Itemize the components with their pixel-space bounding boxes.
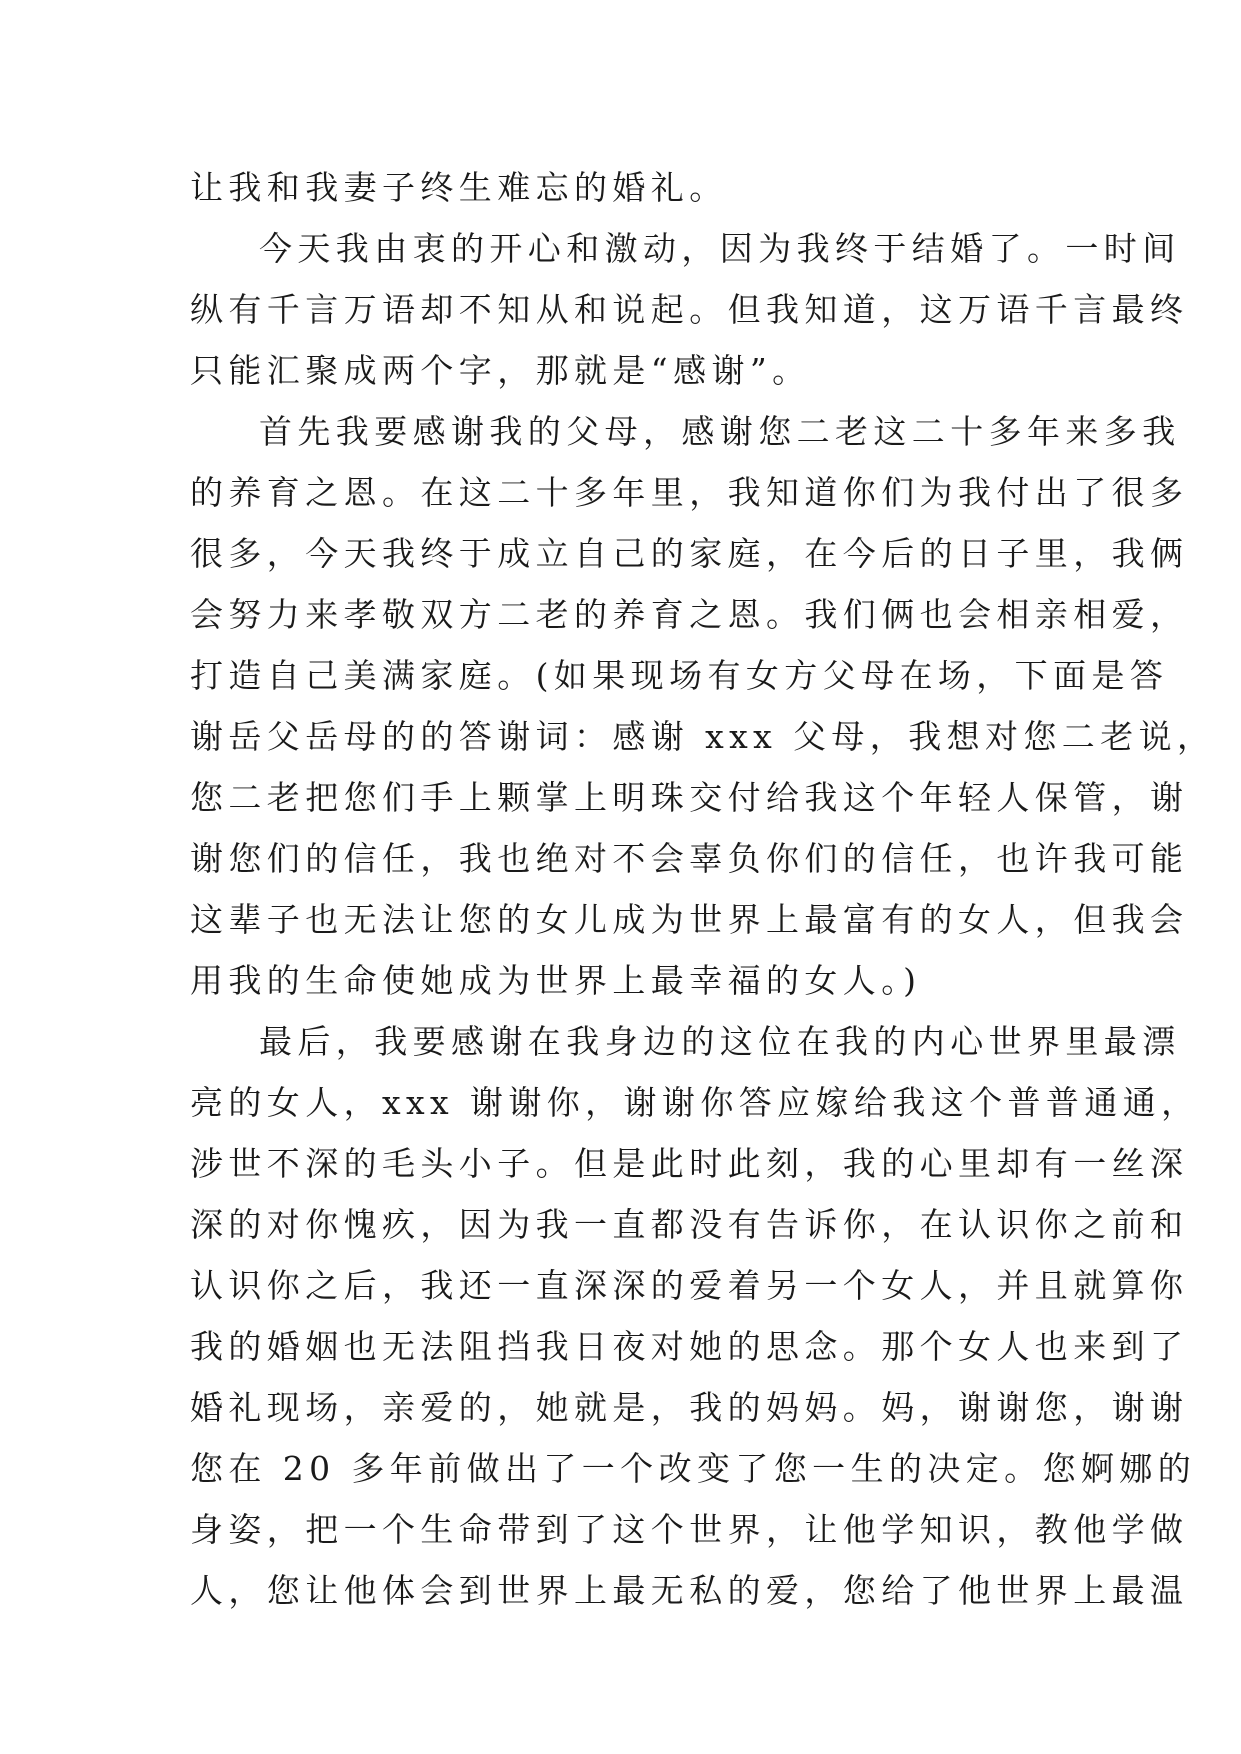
text-line: 让我和我妻子终生难忘的婚礼。: [190, 168, 728, 207]
paragraph-start-line: 最后，我要感谢在我身边的这位在我的内心世界里最漂: [259, 1022, 1181, 1061]
text-line: 谢您们的信任，我也绝对不会辜负你们的信任，也许我可能: [190, 839, 1189, 878]
paragraph-start-line: 今天我由衷的开心和激动，因为我终于结婚了。一时间: [259, 229, 1181, 268]
text-line: 我的婚姻也无法阻挡我日夜对她的思念。那个女人也来到了: [190, 1327, 1189, 1366]
text-line: 打造自己美满家庭。(如果现场有女方父母在场，下面是答: [190, 656, 1169, 695]
text-line: 您二老把您们手上颗掌上明珠交付给我这个年轻人保管，谢: [190, 778, 1189, 817]
paragraph-start-line: 首先我要感谢我的父母，感谢您二老这二十多年来多我: [259, 412, 1181, 451]
text-line: 婚礼现场，亲爱的，她就是，我的妈妈。妈，谢谢您，谢谢: [190, 1388, 1189, 1427]
body-text: [190, 157, 1216, 1621]
text-line: 纵有千言万语却不知从和说起。但我知道，这万语千言最终: [190, 290, 1189, 329]
text-line: 只能汇聚成两个字，那就是“感谢”。: [190, 351, 811, 390]
text-line: 很多，今天我终于成立自己的家庭，在今后的日子里，我俩: [190, 534, 1189, 573]
text-line: 深的对你愧疚，因为我一直都没有告诉你，在认识你之前和: [190, 1205, 1189, 1244]
text-line: 您在 20 多年前做出了一个改变了您一生的决定。您婀娜的: [190, 1449, 1197, 1488]
text-line: 会努力来孝敬双方二老的养育之恩。我们俩也会相亲相爱，: [190, 595, 1189, 634]
text-line: 用我的生命使她成为世界上最幸福的女人。): [190, 961, 922, 1000]
text-line: 谢岳父岳母的的答谢词：感谢 xxx 父母，我想对您二老说，: [190, 717, 1216, 756]
text-line: 身姿，把一个生命带到了这个世界，让他学知识，教他学做: [190, 1510, 1189, 1549]
text-line: 亮的女人，xxx 谢谢你，谢谢你答应嫁给我这个普普通通，: [190, 1083, 1200, 1122]
text-line: 涉世不深的毛头小子。但是此时此刻，我的心里却有一丝深: [190, 1144, 1189, 1183]
text-line: 人，您让他体会到世界上最无私的爱，您给了他世界上最温: [190, 1571, 1189, 1610]
text-line: 这辈子也无法让您的女儿成为世界上最富有的女人，但我会: [190, 900, 1189, 939]
text-line: 认识你之后，我还一直深深的爱着另一个女人，并且就算你: [190, 1266, 1189, 1305]
text-line: 的养育之恩。在这二十多年里，我知道你们为我付出了很多: [190, 473, 1189, 512]
